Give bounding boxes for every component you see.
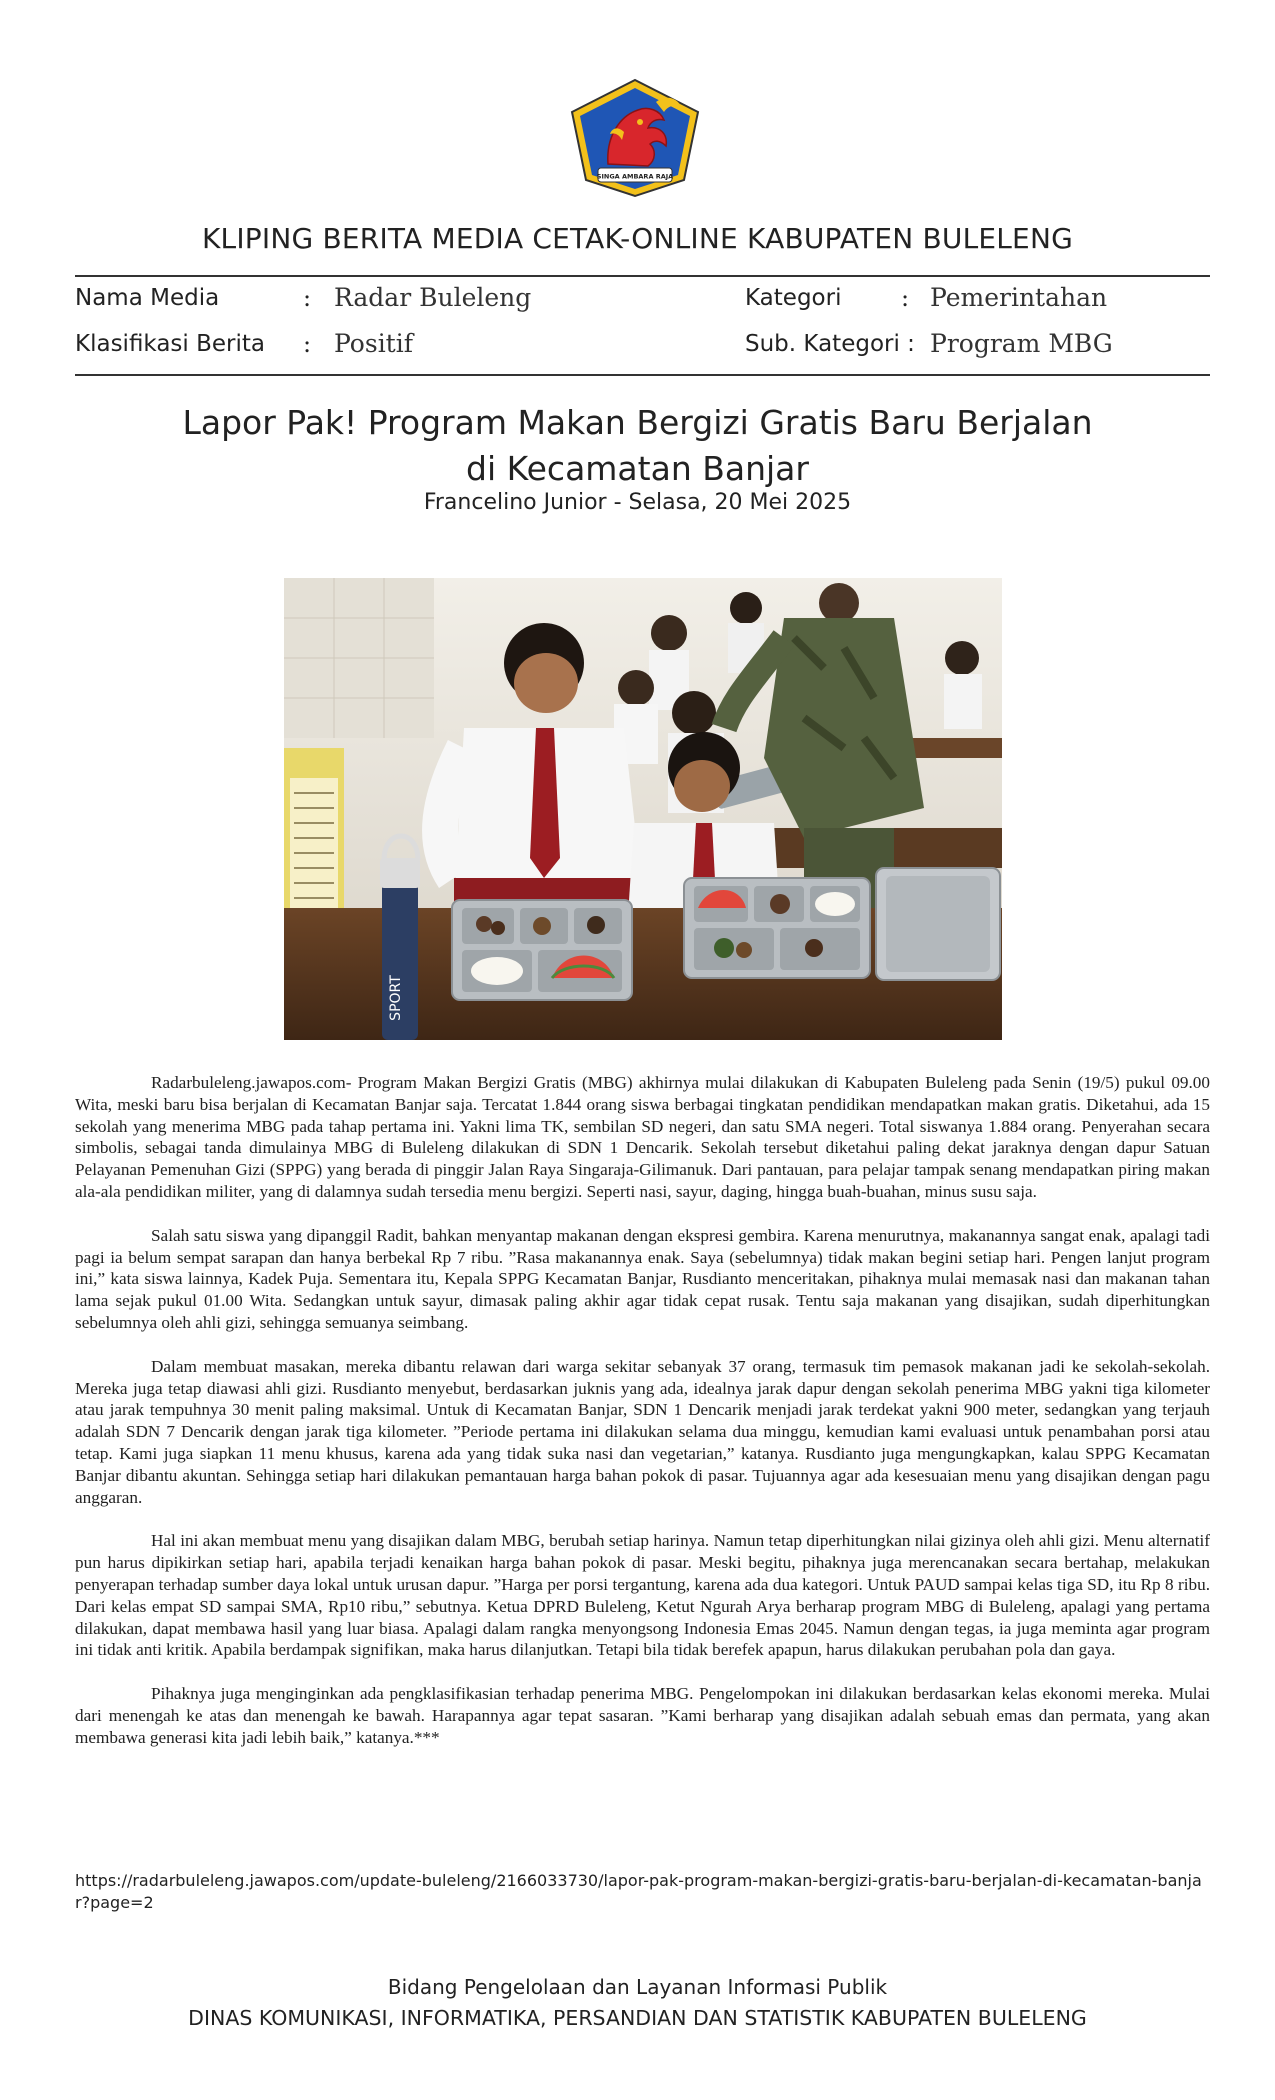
buleleng-logo xyxy=(568,76,702,200)
media-name-value: Radar Buleleng xyxy=(334,283,532,312)
subkategori-value: Program MBG xyxy=(930,329,1113,358)
clipping-header-title: KLIPING BERITA MEDIA CETAK-ONLINE KABUPATEN BULELENG xyxy=(201,222,1073,255)
klasifikasi-colon: : xyxy=(303,330,312,358)
bottle-label-text: SPORT xyxy=(388,975,404,1021)
article-body xyxy=(75,1072,1210,1771)
article-byline: Francelino Junior - Selasa, 20 Mei 2025 xyxy=(423,490,852,515)
article-paragraph-3: Dalam membuat masakan, mereka dibantu relawan dari warga sekitar sebanyak 37 orang, termasuk tim pemasok makanan jadi ke sekolah-sekolah. Mereka juga tetap diawasi ahli gizi. Rusdianto menyebut, berdasarkan juknis yang ada, idealnya jarak dapur dengan sekolah penerima MBG yakni tiga kilometer atau jarak tempuhnya 30 menit paling maksimal. Untuk di Kecamatan Banjar, SDN 1 Dencarik menjadi jarak terdekat yakni 900 meter, sedangkan yang terjauh adalah SDN 7 Dencarik dengan jarak tiga kilometer. ”Periode pertama ini dilakukan selama dua minggu, kemudian kami evaluasi untuk penambahan porsi atau tetap. Kami juga siapkan 11 menu khusus, karena ada yang tidak suka nasi dan vegetarian,” katanya. Rusdianto juga mengungkapkan, kalau SPPG Kecamatan Banjar dibantu akuntan. Sehingga setiap hari dilakukan pemantauan harga bahan pokok di pasar. Tujuannya agar ada kesesuaian menu yang disajikan dengan pagu anggaran. xyxy=(75,1356,1210,1507)
article-paragraph-5: Pihaknya juga menginginkan ada pengklasifikasian terhadap penerima MBG. Pengelompokan ini dilakukan berdasarkan kelas ekonomi mereka. Mulai dari menengah ke atas dan menengah ke bawah. Harapannya agar tepat sasaran. ”Kami berharap yang disajikan adalah sebuah emas dan permata, yang akan membawa generasi kita jadi lebih baik,” katanya.*** xyxy=(75,1684,1210,1747)
article-title-line-2: di Kecamatan Banjar xyxy=(466,449,809,488)
article-paragraph-1: Radarbuleleng.jawapos.com- Program Makan Bergizi Gratis (MBG) akhirnya mulai dilakukan di Kabupaten Buleleng pada Senin (19/5) pukul 09.00 Wita, meski baru bisa berjalan di Kecamatan Banjar saja. Tercatat 1.844 orang siswa berbagai tingkatan pendidikan mendapatkan makan gratis. Diketahui, ada 15 sekolah yang menerima MBG pada tahap pertama ini. Yakni lima TK, sembilan SD negeri, dan satu SMA negeri. Total siswanya 1.884 orang. Penyerahan secara simbolis, sebagai tanda dimulainya MBG di Buleleng dilakukan di SDN 1 Dencarik. Sekolah tersebut diketahui paling dekat jaraknya dengan dapur Satuan Pelayanan Pemenuhan Gizi (SPPG) yang berada di pinggir Jalan Raya Singaraja-Gilimanuk. Dari pantauan, para pelajar tampak senang mendapatkan piring makan ala-ala pendidikan militer, yang di dalamnya sudah tersedia menu bergizi. Seperti nasi, sayur, daging, hingga buah-buahan, minus susu saja. xyxy=(75,1073,1210,1201)
kategori-label: Kategori xyxy=(745,285,842,311)
kategori-colon: : xyxy=(901,284,910,312)
kategori-value: Pemerintahan xyxy=(930,283,1108,312)
article-photo xyxy=(284,578,1002,1040)
media-name-colon: : xyxy=(303,284,312,312)
article-title xyxy=(0,400,1275,492)
klasifikasi-label: Klasifikasi Berita xyxy=(75,331,266,357)
subkategori-label: Sub. Kategori : xyxy=(745,331,915,357)
footer-agency: DINAS KOMUNIKASI, INFORMATIKA, PERSANDIAN DAN STATISTIK KABUPATEN BULELENG xyxy=(188,2006,1087,2030)
header-bottom-rule xyxy=(75,374,1210,376)
header-top-rule xyxy=(75,275,1210,277)
singa-ambara-raja-emblem xyxy=(568,76,702,200)
footer-department: Bidang Pengelolaan dan Layanan Informasi Publik xyxy=(387,1975,888,1999)
source-url-link[interactable]: https://radarbuleleng.jawapos.com/update-buleleng/2166033730/lapor-pak-program-makan-bergizi-gratis-baru-berjalan-di-kecamatan-banjar?page=2 xyxy=(75,1871,1202,1912)
article-title-line-1: Lapor Pak! Program Makan Bergizi Gratis Baru Berjalan xyxy=(182,403,1093,442)
classroom-meal-photo xyxy=(284,578,1002,1040)
meta-row-1 xyxy=(75,282,1210,318)
article-paragraph-4: Hal ini akan membuat menu yang disajikan dalam MBG, berubah setiap harinya. Namun tetap diperhitungkan nilai gizinya oleh ahli gizi. Menu alternatif pun harus dipikirkan setiap hari, apabila terjadi kenaikan harga bahan pokok di pasar. Meski begitu, pihaknya juga merencanakan secara bertahap, melakukan penyerapan terhadap sumber daya lokal untuk urusan dapur. ”Harga per porsi tergantung, karena ada dua kategori. Untuk PAUD sampai kelas tiga SD, itu Rp 8 ribu. Dari kelas empat SD sampai SMA, Rp10 ribu,” sebutnya. Ketua DPRD Buleleng, Ketut Ngurah Arya berharap program MBG di Buleleng, apalagi yang pertama dilakukan, dapat membawa hasil yang luar biasa. Apalagi dalam rangka menyongsong Indonesia Emas 2045. Namun dengan tegas, ia juga meminta agar program ini tidak anti kritik. Apabila berdampak signifikan, maka harus dilanjutkan. Tetapi bila tidak berefek apapun, harus dilakukan perubahan pola dan gaya. xyxy=(75,1531,1210,1660)
klasifikasi-value: Positif xyxy=(334,329,413,358)
meta-row-2 xyxy=(75,328,1210,364)
article-paragraph-2: Salah satu siswa yang dipanggil Radit, bahkan menyantap makanan dengan ekspresi gembira. Karena menurutnya, makanannya sangat enak, apalagi tadi pagi ia belum sempat sarapan dan hanya berbekal Rp 7 ribu. ”Rasa makanannya enak. Saya (sebelumnya) tidak makan begini setiap hari. Pengen lanjut program ini,” kata siswa lainnya, Kadek Puja. Sementara itu, Kepala SPPG Kecamatan Banjar, Rusdianto menceritakan, pihaknya mulai memasak nasi dan makanan tahan lama sejak pukul 01.00 Wita. Sedangkan untuk sayur, dimasak paling akhir agar tidak cepat rusak. Tentu saja makanan yang disajikan, sudah diperhitungkan sebelumnya oleh ahli gizi, sehingga semuanya seimbang. xyxy=(75,1225,1210,1332)
logo-motto-text: SINGA AMBARA RAJA xyxy=(596,172,674,181)
media-name-label: Nama Media xyxy=(75,285,220,311)
